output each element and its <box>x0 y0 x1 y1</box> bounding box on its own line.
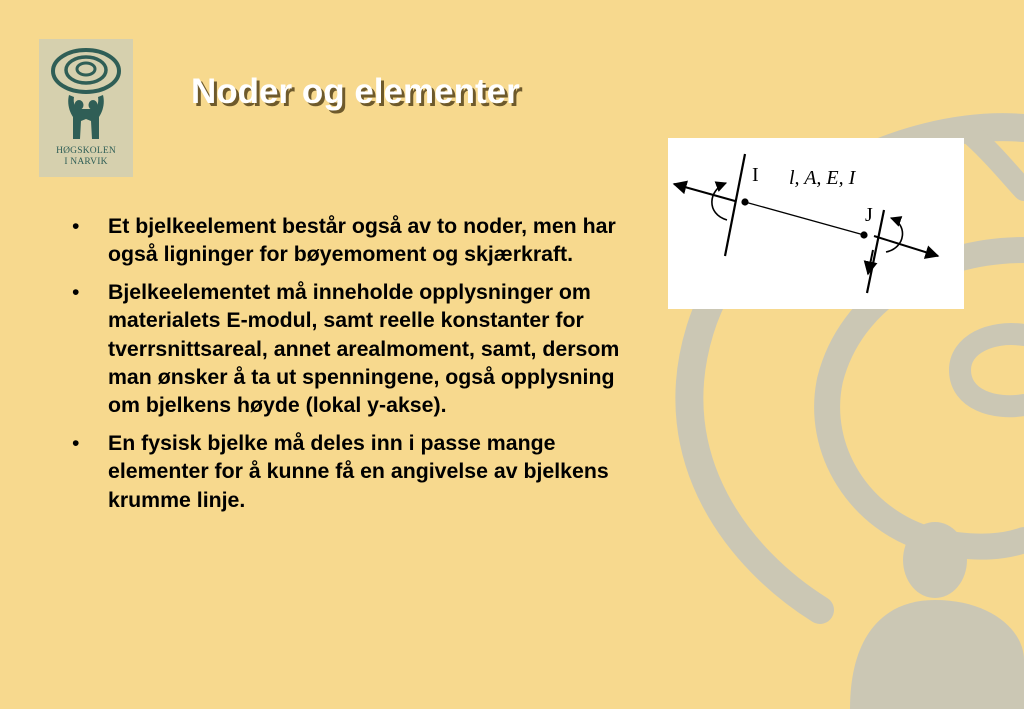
element-properties-label: l, A, E, I <box>789 167 856 189</box>
bullet-dot: • <box>72 279 80 304</box>
bullet-text: Bjelkeelementet må inneholde opplysninger om materialets E-modul, samt reelle konstanter for tverrsnittsareal, annet arealmoment, samt, dersom man ønsker å ta ut spenningene, også opplysning om bjelkens høyde (lokal y-akse). <box>108 279 620 418</box>
node-i-label: I <box>752 164 759 186</box>
bullet-text: En fysisk bjelke må deles inn i passe mange elementer for å kunne få en angivelse av bjelkens krumme linje. <box>108 430 609 512</box>
section-i <box>725 154 745 256</box>
logo-text-line1: HØGSKOLEN <box>56 146 116 156</box>
slide-title: Noder og elementer <box>191 72 520 111</box>
school-logo <box>39 39 133 177</box>
force-arrow-j <box>874 236 938 256</box>
bullet-text: Et bjelkeelement består også av to noder, men har også ligninger for bøyemoment og skjærkraft. <box>108 214 616 267</box>
node-j-label: J <box>865 204 873 226</box>
node-j-dot <box>860 231 867 238</box>
moment-arc-i <box>712 183 727 220</box>
moment-arc-j <box>886 218 902 252</box>
element-line <box>745 202 864 235</box>
force-arrow-i <box>674 184 735 201</box>
node-i-dot <box>741 198 748 205</box>
bullet-list <box>70 212 630 523</box>
bullet-dot: • <box>72 430 80 455</box>
bullet-item <box>70 429 630 514</box>
bullet-item <box>70 278 630 420</box>
beam-element-diagram <box>668 138 964 309</box>
bullet-dot: • <box>72 214 80 238</box>
logo-text-line2: I NARVIK <box>64 157 108 167</box>
bullet-item <box>70 212 630 269</box>
